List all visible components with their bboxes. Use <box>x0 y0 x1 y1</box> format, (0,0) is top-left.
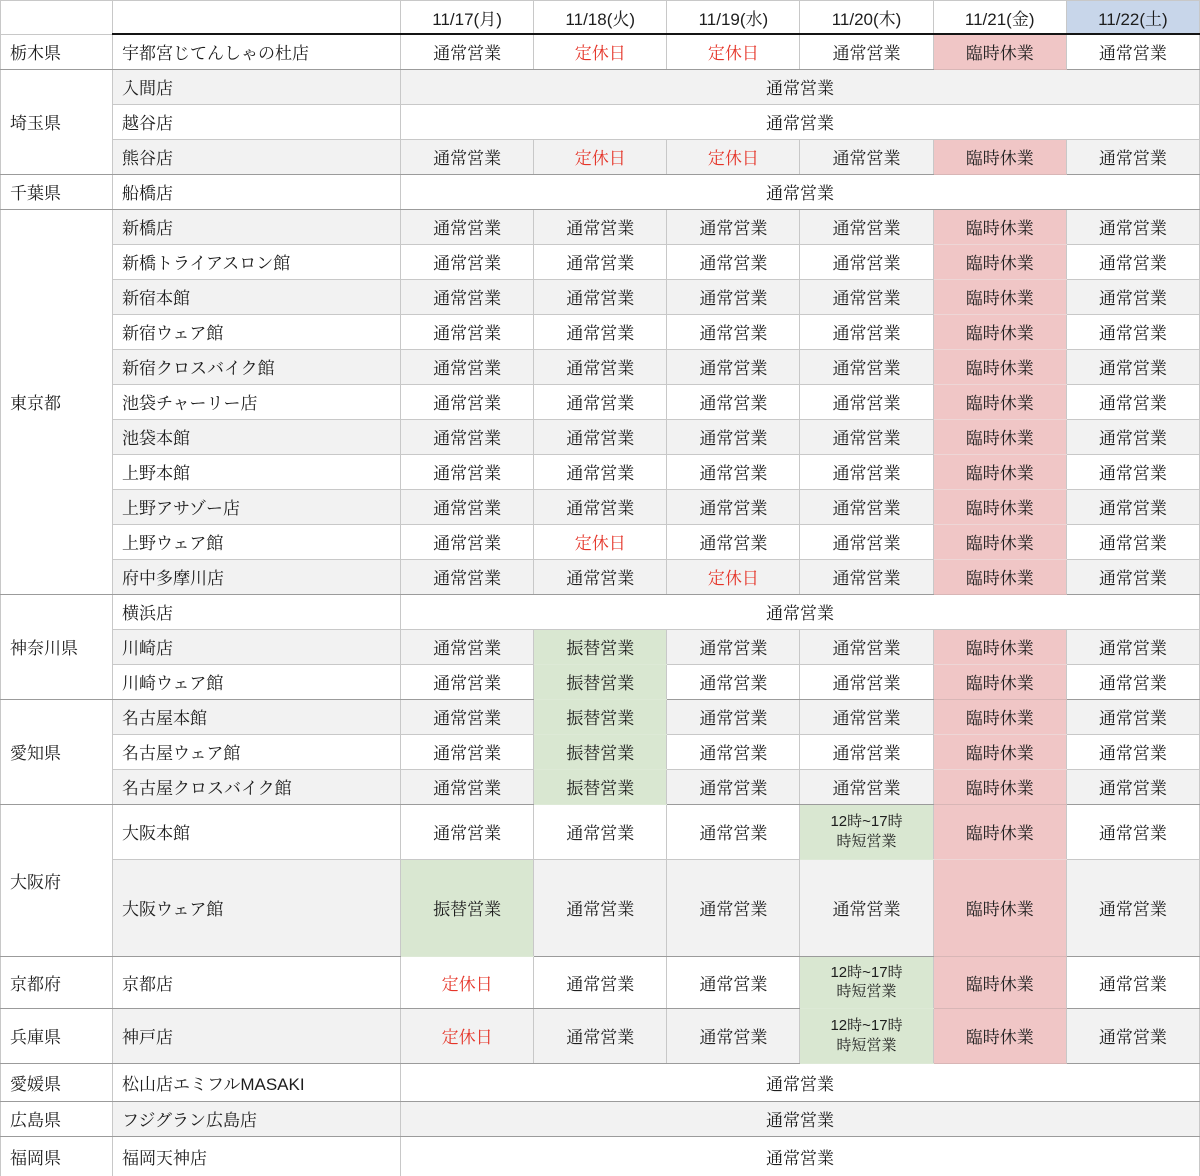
status-cell-merged: 通常営業 <box>401 174 1200 209</box>
store-name-cell: 大阪ウェア館 <box>113 859 401 956</box>
store-row <box>1 209 1200 244</box>
store-name-cell: 船橋店 <box>113 174 401 209</box>
status-cell: 通常営業 <box>800 34 933 69</box>
status-cell: 通常営業 <box>1066 139 1199 174</box>
status-cell: 定休日 <box>667 559 800 594</box>
status-cell: 通常営業 <box>800 769 933 804</box>
status-cell: 臨時休業 <box>933 956 1066 1008</box>
status-cell: 通常営業 <box>800 314 933 349</box>
store-row <box>1 174 1200 209</box>
status-cell: 12時~17時 時短営業 <box>800 804 933 859</box>
status-cell: 通常営業 <box>1066 1008 1199 1063</box>
status-cell: 定休日 <box>534 34 667 69</box>
status-cell: 通常営業 <box>800 664 933 699</box>
status-cell: 通常営業 <box>1066 956 1199 1008</box>
store-row <box>1 699 1200 734</box>
status-cell: 通常営業 <box>401 489 534 524</box>
status-cell: 通常営業 <box>1066 489 1199 524</box>
date-header-cell: 11/20(木) <box>800 1 933 35</box>
status-cell: 臨時休業 <box>933 279 1066 314</box>
store-row <box>1 524 1200 559</box>
status-cell: 通常営業 <box>667 956 800 1008</box>
store-row <box>1 104 1200 139</box>
store-name-cell: 上野アサゾー店 <box>113 489 401 524</box>
store-name-cell: 宇都宮じてんしゃの杜店 <box>113 34 401 69</box>
status-cell: 通常営業 <box>534 349 667 384</box>
store-row <box>1 244 1200 279</box>
store-name-cell: 熊谷店 <box>113 139 401 174</box>
prefecture-cell: 愛媛県 <box>1 1063 113 1101</box>
status-cell: 通常営業 <box>800 349 933 384</box>
status-cell: 通常営業 <box>534 419 667 454</box>
status-cell-merged: 通常営業 <box>401 594 1200 629</box>
store-name-cell: 池袋本館 <box>113 419 401 454</box>
status-cell: 通常営業 <box>401 454 534 489</box>
status-cell: 臨時休業 <box>933 139 1066 174</box>
store-name-cell: 越谷店 <box>113 104 401 139</box>
status-cell: 通常営業 <box>1066 734 1199 769</box>
corner-blank-store <box>113 1 401 35</box>
status-cell: 定休日 <box>401 956 534 1008</box>
store-name-cell: フジグラン広島店 <box>113 1101 401 1136</box>
prefecture-cell: 福岡県 <box>1 1136 113 1176</box>
status-cell: 通常営業 <box>667 349 800 384</box>
status-cell: 通常営業 <box>800 384 933 419</box>
status-cell: 通常営業 <box>534 244 667 279</box>
store-name-cell: 川崎ウェア館 <box>113 664 401 699</box>
store-name-cell: 新宿本館 <box>113 279 401 314</box>
store-name-cell: 上野本館 <box>113 454 401 489</box>
status-cell: 通常営業 <box>800 419 933 454</box>
store-name-cell: 名古屋クロスバイク館 <box>113 769 401 804</box>
status-cell: 臨時休業 <box>933 489 1066 524</box>
store-row <box>1 489 1200 524</box>
status-cell: 通常営業 <box>667 629 800 664</box>
status-cell: 通常営業 <box>667 524 800 559</box>
status-cell: 臨時休業 <box>933 34 1066 69</box>
prefecture-cell: 大阪府 <box>1 804 113 956</box>
status-cell: 通常営業 <box>1066 804 1199 859</box>
status-cell: 通常営業 <box>800 699 933 734</box>
status-cell: 通常営業 <box>1066 209 1199 244</box>
status-cell: 通常営業 <box>401 139 534 174</box>
status-cell: 通常営業 <box>401 629 534 664</box>
store-name-cell: 神戸店 <box>113 1008 401 1063</box>
status-cell: 通常営業 <box>1066 524 1199 559</box>
status-cell: 通常営業 <box>667 489 800 524</box>
status-cell: 臨時休業 <box>933 419 1066 454</box>
status-cell: 通常営業 <box>1066 419 1199 454</box>
store-name-cell: 新宿ウェア館 <box>113 314 401 349</box>
status-cell: 通常営業 <box>534 384 667 419</box>
status-cell: 通常営業 <box>401 384 534 419</box>
store-name-cell: 名古屋ウェア館 <box>113 734 401 769</box>
status-cell: 通常営業 <box>534 279 667 314</box>
store-name-cell: 川崎店 <box>113 629 401 664</box>
status-cell: 臨時休業 <box>933 524 1066 559</box>
store-row <box>1 454 1200 489</box>
schedule-table-header <box>1 1 1200 35</box>
status-cell: 定休日 <box>667 139 800 174</box>
store-name-cell: 大阪本館 <box>113 804 401 859</box>
status-cell: 通常営業 <box>800 559 933 594</box>
store-name-cell: 横浜店 <box>113 594 401 629</box>
status-cell: 臨時休業 <box>933 664 1066 699</box>
status-cell: 通常営業 <box>401 524 534 559</box>
status-cell: 通常営業 <box>401 209 534 244</box>
status-cell: 通常営業 <box>800 489 933 524</box>
status-cell: 通常営業 <box>800 279 933 314</box>
status-cell: 通常営業 <box>401 804 534 859</box>
store-row <box>1 1136 1200 1176</box>
status-cell: 通常営業 <box>534 489 667 524</box>
status-cell: 通常営業 <box>667 209 800 244</box>
status-cell: 通常営業 <box>667 384 800 419</box>
status-cell: 通常営業 <box>401 664 534 699</box>
status-cell: 振替営業 <box>534 734 667 769</box>
prefecture-cell: 愛知県 <box>1 699 113 804</box>
status-cell: 通常営業 <box>667 279 800 314</box>
status-cell: 通常営業 <box>667 769 800 804</box>
status-cell: 通常営業 <box>1066 279 1199 314</box>
status-cell: 定休日 <box>534 139 667 174</box>
store-row <box>1 69 1200 104</box>
store-row <box>1 34 1200 69</box>
status-cell: 通常営業 <box>401 559 534 594</box>
status-cell: 臨時休業 <box>933 244 1066 279</box>
status-cell: 臨時休業 <box>933 769 1066 804</box>
status-cell: 通常営業 <box>667 699 800 734</box>
store-name-cell: 福岡天神店 <box>113 1136 401 1176</box>
status-cell: 通常営業 <box>534 559 667 594</box>
store-row <box>1 314 1200 349</box>
status-cell: 通常営業 <box>1066 454 1199 489</box>
status-cell: 通常営業 <box>667 454 800 489</box>
date-header-cell: 11/21(金) <box>933 1 1066 35</box>
status-cell-merged: 通常営業 <box>401 1063 1200 1101</box>
status-cell: 通常営業 <box>534 804 667 859</box>
status-cell: 通常営業 <box>1066 629 1199 664</box>
status-cell: 通常営業 <box>667 859 800 956</box>
status-cell: 通常営業 <box>800 209 933 244</box>
status-cell: 臨時休業 <box>933 454 1066 489</box>
store-row <box>1 139 1200 174</box>
status-cell: 通常営業 <box>667 734 800 769</box>
store-row <box>1 384 1200 419</box>
store-name-cell: 入間店 <box>113 69 401 104</box>
status-cell: 定休日 <box>534 524 667 559</box>
store-name-cell: 松山店エミフルMASAKI <box>113 1063 401 1101</box>
status-cell: 通常営業 <box>667 419 800 454</box>
date-header-cell: 11/19(水) <box>667 1 800 35</box>
status-cell: 臨時休業 <box>933 209 1066 244</box>
status-cell: 通常営業 <box>401 244 534 279</box>
status-cell: 通常営業 <box>1066 559 1199 594</box>
status-cell: 12時~17時 時短営業 <box>800 956 933 1008</box>
status-cell: 臨時休業 <box>933 349 1066 384</box>
status-cell: 通常営業 <box>800 454 933 489</box>
date-header-cell: 11/17(月) <box>401 1 534 35</box>
status-cell: 臨時休業 <box>933 734 1066 769</box>
prefecture-cell: 千葉県 <box>1 174 113 209</box>
status-cell: 臨時休業 <box>933 559 1066 594</box>
today-date-header-cell: 11/22(土) <box>1066 1 1199 35</box>
status-cell: 定休日 <box>401 1008 534 1063</box>
status-cell: 通常営業 <box>800 524 933 559</box>
store-row <box>1 1008 1200 1063</box>
status-cell: 振替営業 <box>534 629 667 664</box>
status-cell: 臨時休業 <box>933 804 1066 859</box>
status-cell: 通常営業 <box>401 279 534 314</box>
status-cell: 通常営業 <box>800 139 933 174</box>
status-cell: 通常営業 <box>401 769 534 804</box>
store-name-cell: 新宿クロスバイク館 <box>113 349 401 384</box>
prefecture-cell: 栃木県 <box>1 34 113 69</box>
store-row <box>1 1063 1200 1101</box>
store-row <box>1 594 1200 629</box>
status-cell: 通常営業 <box>1066 699 1199 734</box>
store-row <box>1 956 1200 1008</box>
status-cell: 通常営業 <box>1066 769 1199 804</box>
status-cell: 通常営業 <box>401 734 534 769</box>
status-cell: 通常営業 <box>1066 349 1199 384</box>
status-cell: 臨時休業 <box>933 314 1066 349</box>
status-cell: 通常営業 <box>800 629 933 664</box>
store-row <box>1 734 1200 769</box>
prefecture-cell: 東京都 <box>1 209 113 594</box>
status-cell: 通常営業 <box>667 1008 800 1063</box>
prefecture-cell: 神奈川県 <box>1 594 113 699</box>
status-cell: 振替営業 <box>534 664 667 699</box>
store-row <box>1 859 1200 956</box>
status-cell: 通常営業 <box>534 859 667 956</box>
store-row <box>1 1101 1200 1136</box>
prefecture-cell: 兵庫県 <box>1 1008 113 1063</box>
prefecture-cell: 埼玉県 <box>1 69 113 174</box>
status-cell: 振替営業 <box>534 699 667 734</box>
corner-blank-prefecture <box>1 1 113 35</box>
store-row <box>1 664 1200 699</box>
store-row <box>1 349 1200 384</box>
store-name-cell: 池袋チャーリー店 <box>113 384 401 419</box>
status-cell-merged: 通常営業 <box>401 104 1200 139</box>
status-cell: 通常営業 <box>667 664 800 699</box>
status-cell: 通常営業 <box>1066 244 1199 279</box>
status-cell: 振替営業 <box>401 859 534 956</box>
status-cell: 通常営業 <box>1066 314 1199 349</box>
store-name-cell: 上野ウェア館 <box>113 524 401 559</box>
status-cell-merged: 通常営業 <box>401 1136 1200 1176</box>
status-cell: 振替営業 <box>534 769 667 804</box>
status-cell: 臨時休業 <box>933 629 1066 664</box>
prefecture-cell: 京都府 <box>1 956 113 1008</box>
status-cell: 臨時休業 <box>933 699 1066 734</box>
status-cell: 定休日 <box>667 34 800 69</box>
status-cell: 通常営業 <box>401 34 534 69</box>
status-cell: 通常営業 <box>401 314 534 349</box>
status-cell: 通常営業 <box>534 454 667 489</box>
status-cell: 通常営業 <box>401 419 534 454</box>
status-cell: 通常営業 <box>800 244 933 279</box>
store-row <box>1 279 1200 314</box>
date-header-row <box>1 1 1200 35</box>
store-row <box>1 629 1200 664</box>
store-name-cell: 府中多摩川店 <box>113 559 401 594</box>
status-cell: 通常営業 <box>534 314 667 349</box>
status-cell: 通常営業 <box>667 244 800 279</box>
store-name-cell: 京都店 <box>113 956 401 1008</box>
status-cell: 臨時休業 <box>933 1008 1066 1063</box>
status-cell: 12時~17時 時短営業 <box>800 1008 933 1063</box>
schedule-table-body <box>1 34 1200 1176</box>
status-cell-merged: 通常営業 <box>401 1101 1200 1136</box>
status-cell: 臨時休業 <box>933 384 1066 419</box>
status-cell: 通常営業 <box>800 859 933 956</box>
prefecture-cell: 広島県 <box>1 1101 113 1136</box>
status-cell: 通常営業 <box>534 209 667 244</box>
status-cell: 通常営業 <box>1066 34 1199 69</box>
status-cell: 臨時休業 <box>933 859 1066 956</box>
store-name-cell: 新橋店 <box>113 209 401 244</box>
status-cell: 通常営業 <box>800 734 933 769</box>
store-row <box>1 559 1200 594</box>
status-cell: 通常営業 <box>1066 664 1199 699</box>
status-cell: 通常営業 <box>667 314 800 349</box>
store-row <box>1 419 1200 454</box>
store-row <box>1 769 1200 804</box>
store-name-cell: 名古屋本館 <box>113 699 401 734</box>
status-cell-merged: 通常営業 <box>401 69 1200 104</box>
store-name-cell: 新橋トライアスロン館 <box>113 244 401 279</box>
status-cell: 通常営業 <box>401 699 534 734</box>
status-cell: 通常営業 <box>667 804 800 859</box>
store-row <box>1 804 1200 859</box>
status-cell: 通常営業 <box>534 1008 667 1063</box>
status-cell: 通常営業 <box>401 349 534 384</box>
status-cell: 通常営業 <box>1066 859 1199 956</box>
status-cell: 通常営業 <box>1066 384 1199 419</box>
date-header-cell: 11/18(火) <box>534 1 667 35</box>
status-cell: 通常営業 <box>534 956 667 1008</box>
